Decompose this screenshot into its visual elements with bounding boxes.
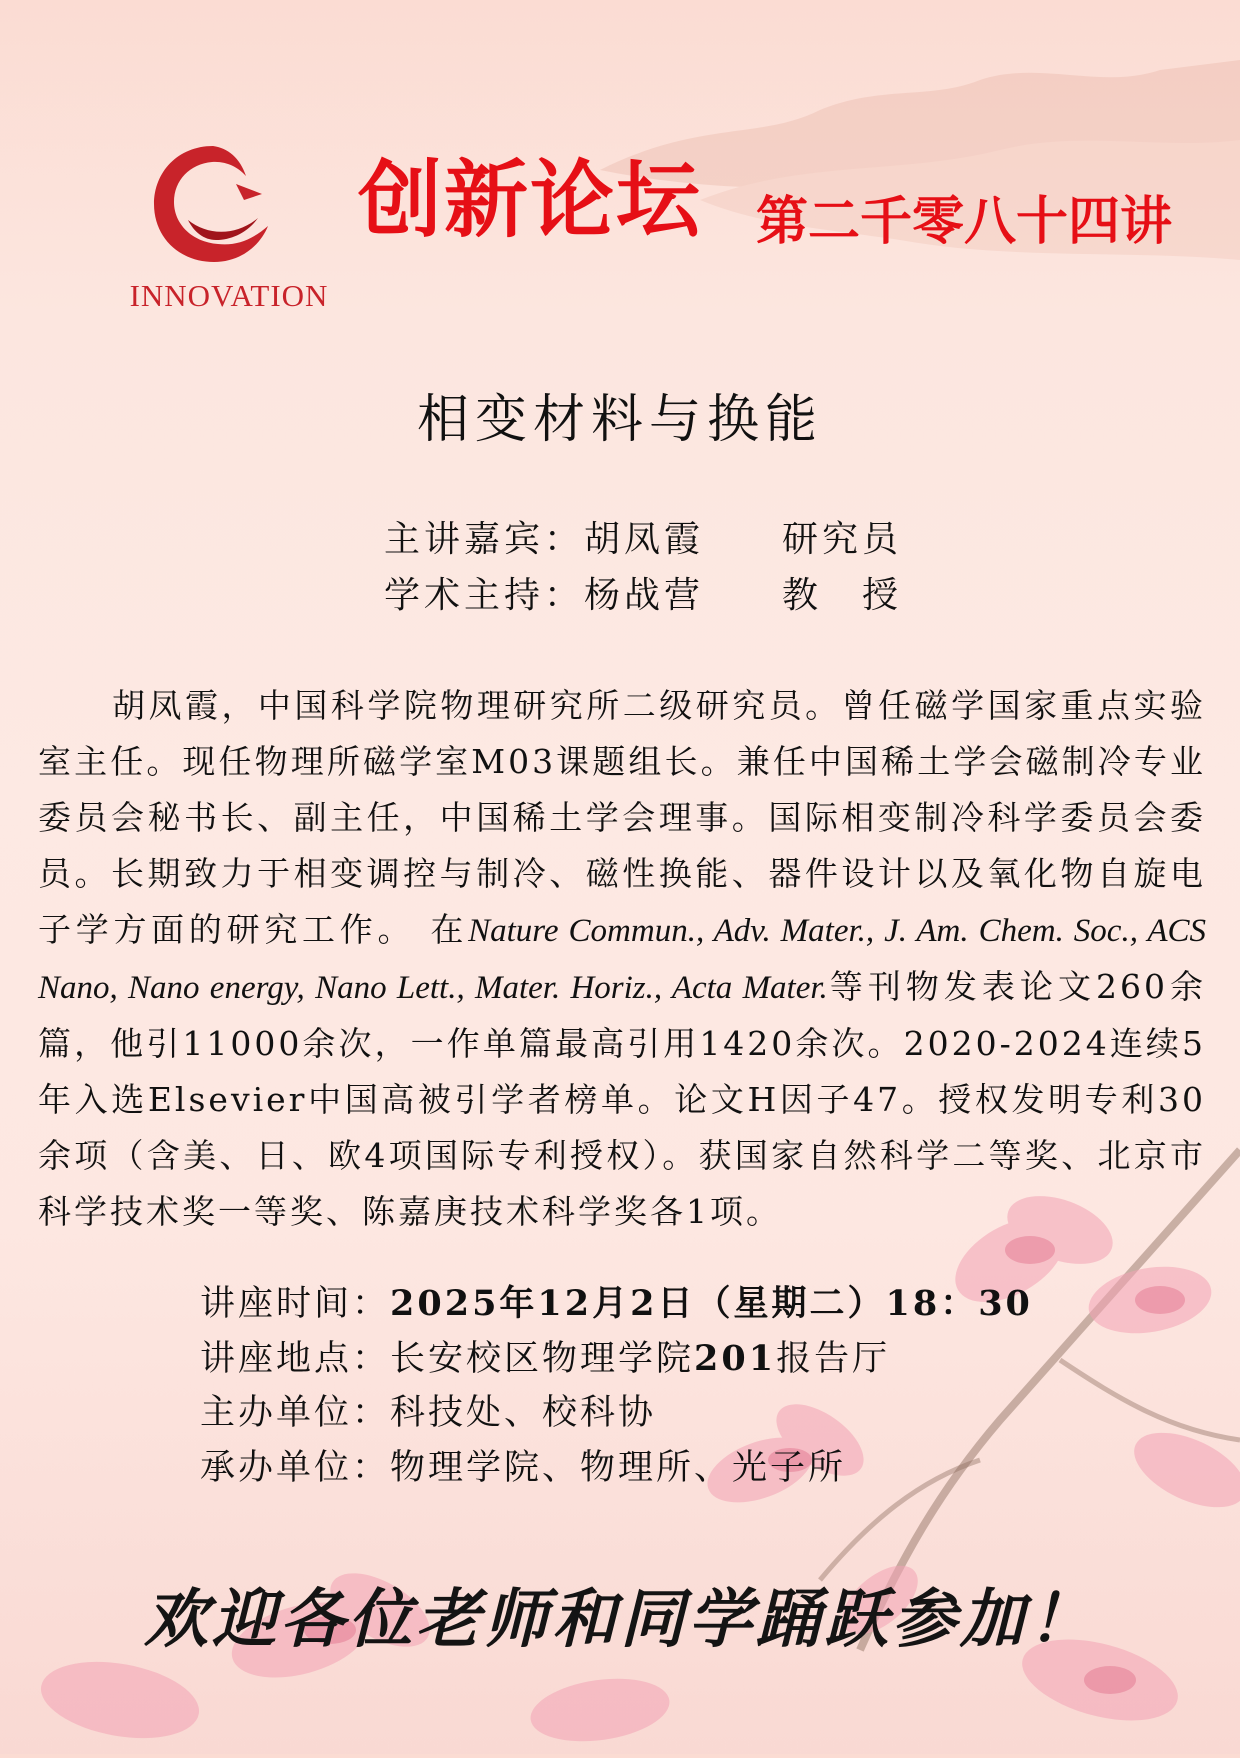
bio-journals: Nature Commun., Adv. Mater., J. Am. Chem. Soc., ACS Nano, Nano energy, Nano Lett., Mater. Horiz., Acta Mater. (38, 913, 1206, 1006)
place-hall: 报告厅 (776, 1339, 891, 1379)
organizer-label: 承办单位： (200, 1448, 391, 1488)
forum-title: 创新论坛 (358, 151, 703, 249)
speaker-title: 研究员 (782, 519, 903, 560)
swirl-crescent-logo-icon (148, 140, 278, 270)
organizer-value: 物理学院、物理所、光子所 (390, 1448, 847, 1488)
speaker-list (384, 512, 902, 624)
logo-text: INNOVATION (129, 278, 329, 313)
host-title: 教 授 (782, 575, 903, 616)
time-value: 2025年12月2日（星期二）18：30 (390, 1283, 1033, 1324)
speaker-name: 胡凤霞 (584, 519, 705, 560)
place-row (200, 1331, 1033, 1386)
host-label: 学术主持： (384, 575, 585, 616)
lecture-details (200, 1276, 1033, 1496)
time-row (200, 1276, 1033, 1331)
speaker-bio (38, 678, 1206, 1240)
host-name: 杨战营 (584, 575, 705, 616)
lecture-number: 第二千零八十四讲 (756, 192, 1173, 252)
bio-text-2: 等刊物发表论文260余篇，他引11000余次，一作单篇最高引用1420余次。2020-2024连续5年入选Elsevier中国高被引学者榜单。论文H因子47。授权发明专利30余项（含美、日、欧4项国际专利授权）。获国家自然科学二等奖、北京市科学技术奖一等奖、陈嘉庚技术科学奖各1项。 (38, 967, 1206, 1231)
talk-title: 相变材料与换能 (416, 390, 823, 450)
organizer-row (200, 1441, 1033, 1496)
place-value: 长安校区物理学院 (390, 1339, 695, 1379)
welcome-slogan: 欢迎各位老师和同学踊跃参加！ (144, 1582, 1096, 1657)
host-row (384, 568, 902, 624)
speaker-row (384, 512, 902, 568)
host-unit-value: 科技处、校科协 (390, 1393, 657, 1433)
time-label: 讲座时间： (200, 1284, 391, 1324)
innovation-logo (118, 140, 340, 320)
place-label: 讲座地点： (200, 1339, 391, 1379)
host-unit-label: 主办单位： (200, 1393, 391, 1433)
bio-text-1: 胡凤霞，中国科学院物理研究所二级研究员。曾任磁学国家重点实验室主任。现任物理所磁学室M03课题组长。兼任中国稀土学会磁制冷专业委员会秘书长、副主任，中国稀土学会理事。国际相变制冷科学委员会委员。长期致力于相变调控与制冷、磁性换能、器件设计以及氧化物自旋电子学方面的研究工作。 在 (38, 686, 1206, 949)
speaker-label: 主讲嘉宾： (384, 519, 585, 560)
host-unit-row (200, 1386, 1033, 1441)
place-room: 201 (694, 1338, 777, 1379)
